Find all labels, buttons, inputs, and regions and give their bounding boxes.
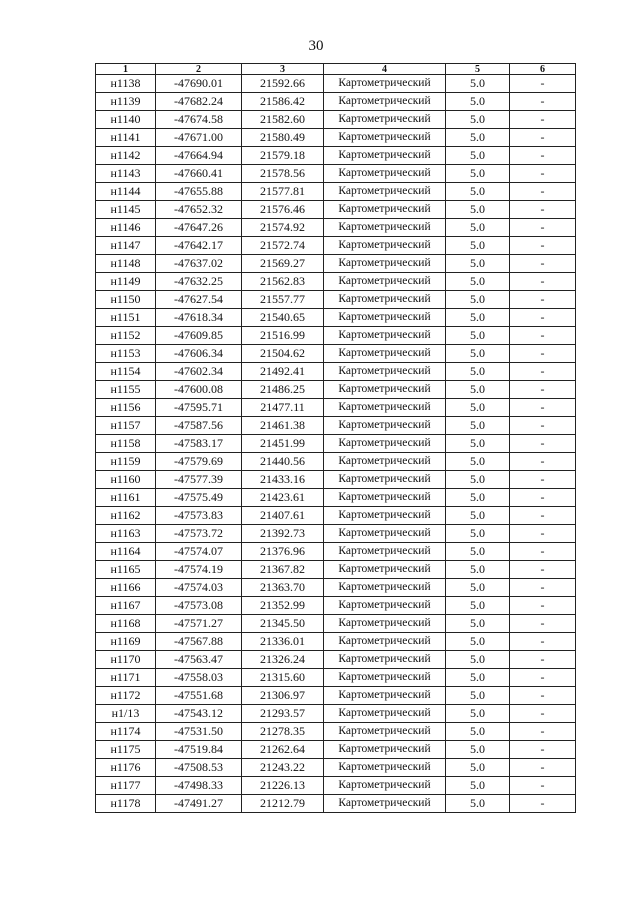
accuracy-cell: 5.0	[446, 291, 510, 309]
y-coordinate-cell: 21326.24	[242, 651, 324, 669]
point-id-cell: н1160	[96, 471, 156, 489]
table-row	[96, 309, 576, 327]
method-cell: Картометрический	[324, 345, 446, 363]
y-coordinate-cell: 21582.60	[242, 111, 324, 129]
y-coordinate-cell: 21278.35	[242, 723, 324, 741]
x-coordinate-cell: -47558.03	[156, 669, 242, 687]
y-coordinate-cell: 21586.42	[242, 93, 324, 111]
accuracy-cell: 5.0	[446, 111, 510, 129]
y-coordinate-cell: 21592.66	[242, 75, 324, 93]
method-cell: Картометрический	[324, 111, 446, 129]
note-cell: -	[510, 453, 576, 471]
x-coordinate-cell: -47660.41	[156, 165, 242, 183]
x-coordinate-cell: -47574.07	[156, 543, 242, 561]
note-cell: -	[510, 111, 576, 129]
accuracy-cell: 5.0	[446, 309, 510, 327]
note-cell: -	[510, 561, 576, 579]
note-cell: -	[510, 687, 576, 705]
x-coordinate-cell: -47682.24	[156, 93, 242, 111]
accuracy-cell: 5.0	[446, 723, 510, 741]
method-cell: Картометрический	[324, 273, 446, 291]
note-cell: -	[510, 597, 576, 615]
table-row	[96, 381, 576, 399]
accuracy-cell: 5.0	[446, 777, 510, 795]
method-cell: Картометрический	[324, 93, 446, 111]
x-coordinate-cell: -47602.34	[156, 363, 242, 381]
y-coordinate-cell: 21572.74	[242, 237, 324, 255]
accuracy-cell: 5.0	[446, 651, 510, 669]
note-cell: -	[510, 399, 576, 417]
x-coordinate-cell: -47606.34	[156, 345, 242, 363]
method-cell: Картометрический	[324, 201, 446, 219]
table-row	[96, 183, 576, 201]
note-cell: -	[510, 795, 576, 813]
y-coordinate-cell: 21423.61	[242, 489, 324, 507]
accuracy-cell: 5.0	[446, 507, 510, 525]
note-cell: -	[510, 165, 576, 183]
method-cell: Картометрический	[324, 237, 446, 255]
accuracy-cell: 5.0	[446, 183, 510, 201]
method-cell: Картометрический	[324, 327, 446, 345]
note-cell: -	[510, 417, 576, 435]
point-id-cell: н1161	[96, 489, 156, 507]
point-id-cell: н1150	[96, 291, 156, 309]
y-coordinate-cell: 21407.61	[242, 507, 324, 525]
point-id-cell: н1162	[96, 507, 156, 525]
table-row	[96, 525, 576, 543]
table-header-row	[96, 64, 576, 75]
accuracy-cell: 5.0	[446, 561, 510, 579]
x-coordinate-cell: -47690.01	[156, 75, 242, 93]
y-coordinate-cell: 21336.01	[242, 633, 324, 651]
method-cell: Картометрический	[324, 759, 446, 777]
point-id-cell: н1172	[96, 687, 156, 705]
table-row	[96, 93, 576, 111]
table-row	[96, 237, 576, 255]
x-coordinate-cell: -47573.72	[156, 525, 242, 543]
x-coordinate-cell: -47595.71	[156, 399, 242, 417]
note-cell: -	[510, 129, 576, 147]
accuracy-cell: 5.0	[446, 147, 510, 165]
method-cell: Картометрический	[324, 489, 446, 507]
table-row	[96, 147, 576, 165]
note-cell: -	[510, 543, 576, 561]
note-cell: -	[510, 507, 576, 525]
accuracy-cell: 5.0	[446, 327, 510, 345]
y-coordinate-cell: 21392.73	[242, 525, 324, 543]
x-coordinate-cell: -47571.27	[156, 615, 242, 633]
accuracy-cell: 5.0	[446, 201, 510, 219]
method-cell: Картометрический	[324, 399, 446, 417]
accuracy-cell: 5.0	[446, 255, 510, 273]
y-coordinate-cell: 21226.13	[242, 777, 324, 795]
y-coordinate-cell: 21461.38	[242, 417, 324, 435]
accuracy-cell: 5.0	[446, 165, 510, 183]
note-cell: -	[510, 669, 576, 687]
method-cell: Картометрический	[324, 777, 446, 795]
note-cell: -	[510, 615, 576, 633]
accuracy-cell: 5.0	[446, 579, 510, 597]
accuracy-cell: 5.0	[446, 219, 510, 237]
note-cell: -	[510, 363, 576, 381]
point-id-cell: н1145	[96, 201, 156, 219]
table-row	[96, 201, 576, 219]
y-coordinate-cell: 21367.82	[242, 561, 324, 579]
point-id-cell: н1155	[96, 381, 156, 399]
table-row	[96, 75, 576, 93]
note-cell: -	[510, 255, 576, 273]
point-id-cell: н1171	[96, 669, 156, 687]
method-cell: Картометрический	[324, 255, 446, 273]
accuracy-cell: 5.0	[446, 705, 510, 723]
y-coordinate-cell: 21440.56	[242, 453, 324, 471]
method-cell: Картометрический	[324, 75, 446, 93]
method-cell: Картометрический	[324, 417, 446, 435]
method-cell: Картометрический	[324, 651, 446, 669]
x-coordinate-cell: -47563.47	[156, 651, 242, 669]
method-cell: Картометрический	[324, 165, 446, 183]
x-coordinate-cell: -47498.33	[156, 777, 242, 795]
x-coordinate-cell: -47579.69	[156, 453, 242, 471]
point-id-cell: н1143	[96, 165, 156, 183]
point-id-cell: н1175	[96, 741, 156, 759]
note-cell: -	[510, 327, 576, 345]
point-id-cell: н1174	[96, 723, 156, 741]
point-id-cell: н1167	[96, 597, 156, 615]
table-row	[96, 273, 576, 291]
y-coordinate-cell: 21486.25	[242, 381, 324, 399]
table-row	[96, 291, 576, 309]
accuracy-cell: 5.0	[446, 399, 510, 417]
x-coordinate-cell: -47647.26	[156, 219, 242, 237]
point-id-cell: н1164	[96, 543, 156, 561]
x-coordinate-cell: -47574.19	[156, 561, 242, 579]
accuracy-cell: 5.0	[446, 489, 510, 507]
accuracy-cell: 5.0	[446, 363, 510, 381]
table-row	[96, 453, 576, 471]
point-id-cell: н1157	[96, 417, 156, 435]
accuracy-cell: 5.0	[446, 345, 510, 363]
table-row	[96, 219, 576, 237]
method-cell: Картометрический	[324, 795, 446, 813]
method-cell: Картометрический	[324, 435, 446, 453]
point-id-cell: н1149	[96, 273, 156, 291]
note-cell: -	[510, 147, 576, 165]
accuracy-cell: 5.0	[446, 615, 510, 633]
method-cell: Картометрический	[324, 543, 446, 561]
method-cell: Картометрический	[324, 597, 446, 615]
table-row	[96, 723, 576, 741]
accuracy-cell: 5.0	[446, 543, 510, 561]
x-coordinate-cell: -47587.56	[156, 417, 242, 435]
note-cell: -	[510, 219, 576, 237]
y-coordinate-cell: 21243.22	[242, 759, 324, 777]
method-cell: Картометрический	[324, 363, 446, 381]
accuracy-cell: 5.0	[446, 759, 510, 777]
y-coordinate-cell: 21451.99	[242, 435, 324, 453]
point-id-cell: н1158	[96, 435, 156, 453]
method-cell: Картометрический	[324, 723, 446, 741]
point-id-cell: н1144	[96, 183, 156, 201]
y-coordinate-cell: 21562.83	[242, 273, 324, 291]
accuracy-cell: 5.0	[446, 687, 510, 705]
table-row	[96, 417, 576, 435]
point-id-cell: н1/13	[96, 705, 156, 723]
accuracy-cell: 5.0	[446, 435, 510, 453]
note-cell: -	[510, 273, 576, 291]
x-coordinate-cell: -47574.03	[156, 579, 242, 597]
point-id-cell: н1148	[96, 255, 156, 273]
y-coordinate-cell: 21579.18	[242, 147, 324, 165]
method-cell: Картометрический	[324, 453, 446, 471]
y-coordinate-cell: 21315.60	[242, 669, 324, 687]
note-cell: -	[510, 183, 576, 201]
method-cell: Картометрический	[324, 579, 446, 597]
point-id-cell: н1151	[96, 309, 156, 327]
x-coordinate-cell: -47491.27	[156, 795, 242, 813]
table-row	[96, 687, 576, 705]
x-coordinate-cell: -47573.83	[156, 507, 242, 525]
note-cell: -	[510, 435, 576, 453]
method-cell: Картометрический	[324, 309, 446, 327]
x-coordinate-cell: -47519.84	[156, 741, 242, 759]
method-cell: Картометрический	[324, 129, 446, 147]
y-coordinate-cell: 21540.65	[242, 309, 324, 327]
x-coordinate-cell: -47508.53	[156, 759, 242, 777]
accuracy-cell: 5.0	[446, 633, 510, 651]
y-coordinate-cell: 21580.49	[242, 129, 324, 147]
note-cell: -	[510, 237, 576, 255]
note-cell: -	[510, 201, 576, 219]
point-id-cell: н1147	[96, 237, 156, 255]
table-row	[96, 795, 576, 813]
coordinates-table	[95, 63, 576, 813]
table-row	[96, 669, 576, 687]
y-coordinate-cell: 21306.97	[242, 687, 324, 705]
table-row	[96, 399, 576, 417]
x-coordinate-cell: -47551.68	[156, 687, 242, 705]
accuracy-cell: 5.0	[446, 129, 510, 147]
y-coordinate-cell: 21352.99	[242, 597, 324, 615]
x-coordinate-cell: -47573.08	[156, 597, 242, 615]
point-id-cell: н1140	[96, 111, 156, 129]
method-cell: Картометрический	[324, 615, 446, 633]
point-id-cell: н1146	[96, 219, 156, 237]
note-cell: -	[510, 741, 576, 759]
x-coordinate-cell: -47637.02	[156, 255, 242, 273]
note-cell: -	[510, 723, 576, 741]
table-row	[96, 759, 576, 777]
y-coordinate-cell: 21569.27	[242, 255, 324, 273]
note-cell: -	[510, 291, 576, 309]
note-cell: -	[510, 759, 576, 777]
x-coordinate-cell: -47627.54	[156, 291, 242, 309]
table-row	[96, 507, 576, 525]
point-id-cell: н1153	[96, 345, 156, 363]
note-cell: -	[510, 705, 576, 723]
y-coordinate-cell: 21212.79	[242, 795, 324, 813]
method-cell: Картометрический	[324, 633, 446, 651]
x-coordinate-cell: -47642.17	[156, 237, 242, 255]
x-coordinate-cell: -47655.88	[156, 183, 242, 201]
accuracy-cell: 5.0	[446, 381, 510, 399]
accuracy-cell: 5.0	[446, 597, 510, 615]
x-coordinate-cell: -47600.08	[156, 381, 242, 399]
method-cell: Картометрический	[324, 561, 446, 579]
point-id-cell: н1169	[96, 633, 156, 651]
table-row	[96, 777, 576, 795]
accuracy-cell: 5.0	[446, 471, 510, 489]
point-id-cell: н1152	[96, 327, 156, 345]
point-id-cell: н1139	[96, 93, 156, 111]
table-body	[96, 75, 576, 813]
x-coordinate-cell: -47609.85	[156, 327, 242, 345]
x-coordinate-cell: -47575.49	[156, 489, 242, 507]
x-coordinate-cell: -47664.94	[156, 147, 242, 165]
table-row	[96, 363, 576, 381]
x-coordinate-cell: -47543.12	[156, 705, 242, 723]
point-id-cell: н1177	[96, 777, 156, 795]
accuracy-cell: 5.0	[446, 93, 510, 111]
column-header: 6	[510, 64, 576, 75]
note-cell: -	[510, 345, 576, 363]
y-coordinate-cell: 21293.57	[242, 705, 324, 723]
y-coordinate-cell: 21492.41	[242, 363, 324, 381]
point-id-cell: н1166	[96, 579, 156, 597]
x-coordinate-cell: -47652.32	[156, 201, 242, 219]
x-coordinate-cell: -47583.17	[156, 435, 242, 453]
y-coordinate-cell: 21576.46	[242, 201, 324, 219]
note-cell: -	[510, 75, 576, 93]
table-row	[96, 129, 576, 147]
y-coordinate-cell: 21504.62	[242, 345, 324, 363]
column-header: 3	[242, 64, 324, 75]
point-id-cell: н1156	[96, 399, 156, 417]
method-cell: Картометрический	[324, 291, 446, 309]
point-id-cell: н1165	[96, 561, 156, 579]
x-coordinate-cell: -47674.58	[156, 111, 242, 129]
accuracy-cell: 5.0	[446, 453, 510, 471]
table-row	[96, 471, 576, 489]
note-cell: -	[510, 489, 576, 507]
note-cell: -	[510, 471, 576, 489]
point-id-cell: н1154	[96, 363, 156, 381]
y-coordinate-cell: 21574.92	[242, 219, 324, 237]
table-row	[96, 741, 576, 759]
note-cell: -	[510, 633, 576, 651]
method-cell: Картометрический	[324, 183, 446, 201]
point-id-cell: н1142	[96, 147, 156, 165]
note-cell: -	[510, 525, 576, 543]
x-coordinate-cell: -47577.39	[156, 471, 242, 489]
y-coordinate-cell: 21363.70	[242, 579, 324, 597]
method-cell: Картометрический	[324, 381, 446, 399]
method-cell: Картометрический	[324, 525, 446, 543]
table-row	[96, 633, 576, 651]
column-header: 5	[446, 64, 510, 75]
accuracy-cell: 5.0	[446, 795, 510, 813]
note-cell: -	[510, 579, 576, 597]
table-row	[96, 435, 576, 453]
table-row	[96, 561, 576, 579]
x-coordinate-cell: -47567.88	[156, 633, 242, 651]
table-row	[96, 255, 576, 273]
method-cell: Картометрический	[324, 687, 446, 705]
table-row	[96, 705, 576, 723]
x-coordinate-cell: -47671.00	[156, 129, 242, 147]
note-cell: -	[510, 93, 576, 111]
method-cell: Картометрический	[324, 669, 446, 687]
y-coordinate-cell: 21516.99	[242, 327, 324, 345]
y-coordinate-cell: 21557.77	[242, 291, 324, 309]
column-header: 4	[324, 64, 446, 75]
table-row	[96, 615, 576, 633]
y-coordinate-cell: 21578.56	[242, 165, 324, 183]
method-cell: Картометрический	[324, 471, 446, 489]
accuracy-cell: 5.0	[446, 273, 510, 291]
table-row	[96, 489, 576, 507]
x-coordinate-cell: -47632.25	[156, 273, 242, 291]
y-coordinate-cell: 21433.16	[242, 471, 324, 489]
table-row	[96, 579, 576, 597]
accuracy-cell: 5.0	[446, 741, 510, 759]
point-id-cell: н1176	[96, 759, 156, 777]
method-cell: Картометрический	[324, 741, 446, 759]
note-cell: -	[510, 777, 576, 795]
y-coordinate-cell: 21345.50	[242, 615, 324, 633]
table-row	[96, 543, 576, 561]
note-cell: -	[510, 651, 576, 669]
method-cell: Картометрический	[324, 705, 446, 723]
point-id-cell: н1159	[96, 453, 156, 471]
point-id-cell: н1138	[96, 75, 156, 93]
y-coordinate-cell: 21376.96	[242, 543, 324, 561]
table-row	[96, 111, 576, 129]
table-row	[96, 651, 576, 669]
point-id-cell: н1170	[96, 651, 156, 669]
method-cell: Картометрический	[324, 219, 446, 237]
point-id-cell: н1163	[96, 525, 156, 543]
page-number: 30	[308, 38, 324, 54]
point-id-cell: н1168	[96, 615, 156, 633]
x-coordinate-cell: -47618.34	[156, 309, 242, 327]
x-coordinate-cell: -47531.50	[156, 723, 242, 741]
method-cell: Картометрический	[324, 507, 446, 525]
method-cell: Картометрический	[324, 147, 446, 165]
y-coordinate-cell: 21262.64	[242, 741, 324, 759]
accuracy-cell: 5.0	[446, 417, 510, 435]
accuracy-cell: 5.0	[446, 669, 510, 687]
column-header: 2	[156, 64, 242, 75]
y-coordinate-cell: 21477.11	[242, 399, 324, 417]
point-id-cell: н1178	[96, 795, 156, 813]
note-cell: -	[510, 381, 576, 399]
point-id-cell: н1141	[96, 129, 156, 147]
y-coordinate-cell: 21577.81	[242, 183, 324, 201]
table-row	[96, 597, 576, 615]
table-row	[96, 345, 576, 363]
note-cell: -	[510, 309, 576, 327]
accuracy-cell: 5.0	[446, 237, 510, 255]
accuracy-cell: 5.0	[446, 525, 510, 543]
accuracy-cell: 5.0	[446, 75, 510, 93]
table-row	[96, 165, 576, 183]
column-header: 1	[96, 64, 156, 75]
table-row	[96, 327, 576, 345]
